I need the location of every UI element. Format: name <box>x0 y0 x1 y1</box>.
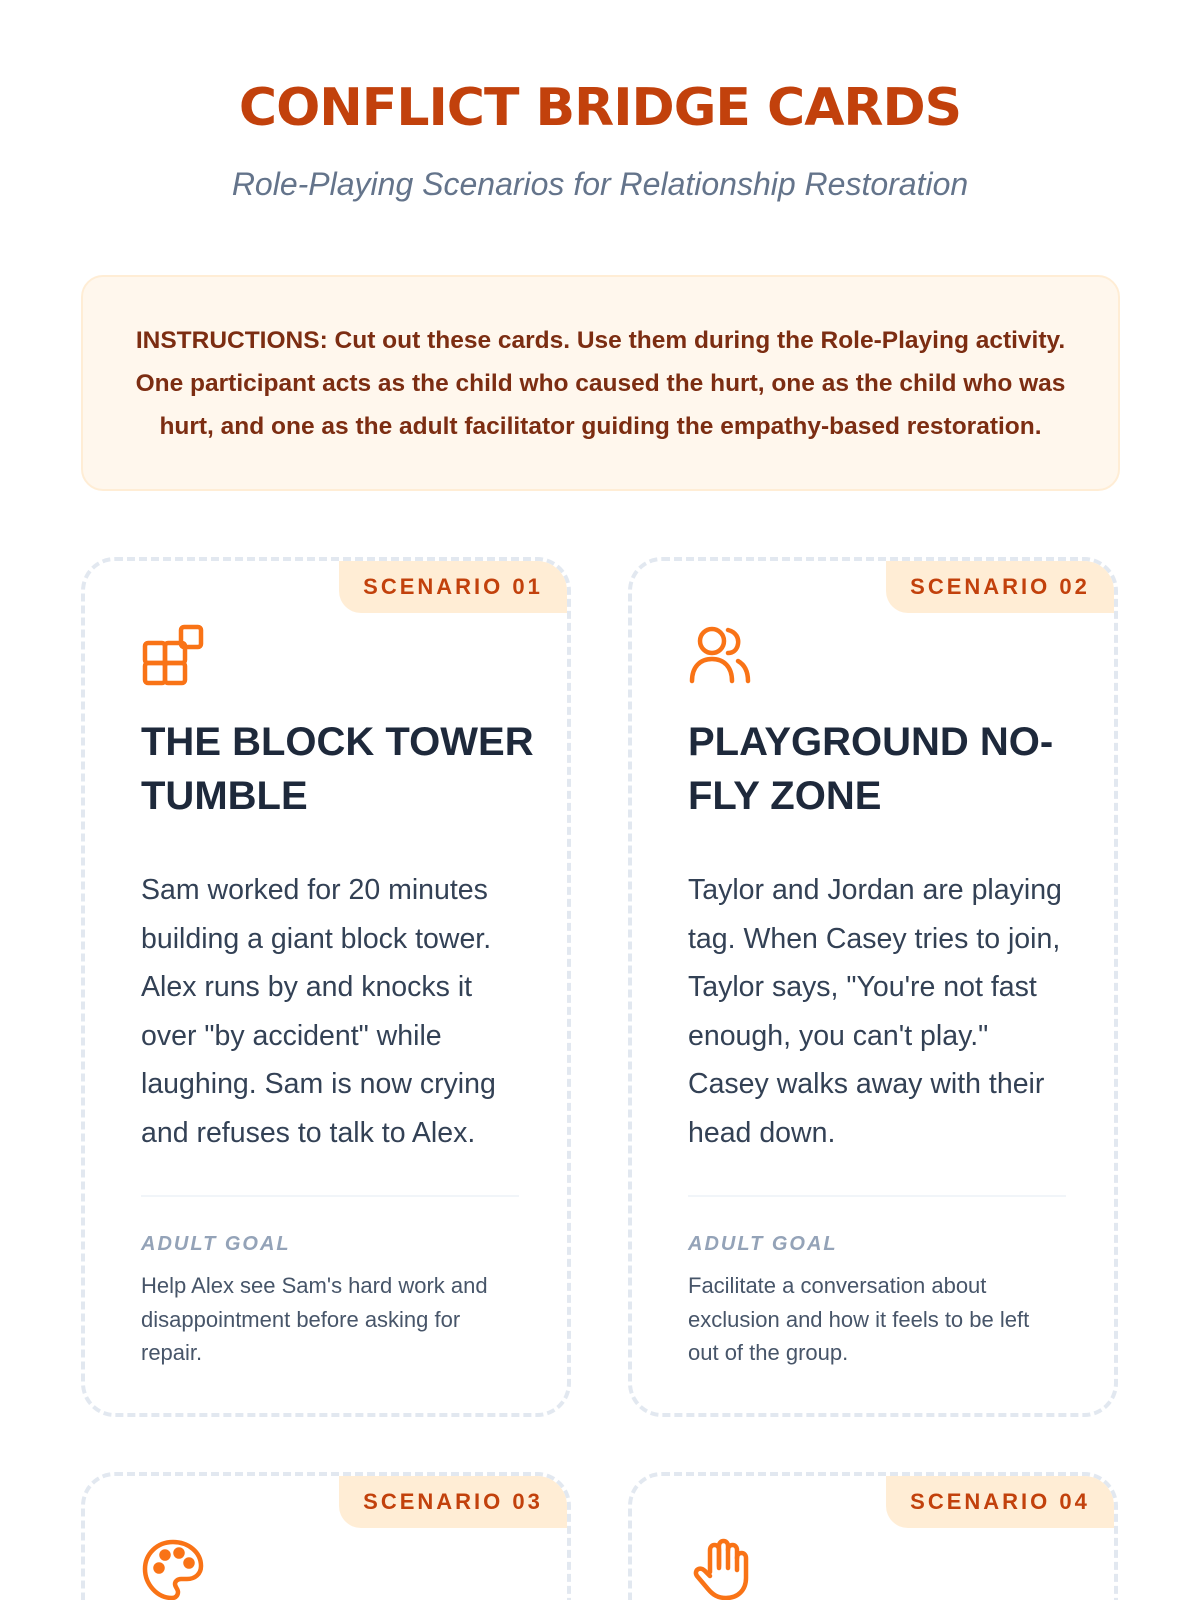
scenario-tag: SCENARIO 02 <box>886 561 1114 613</box>
card-title: THE BLOCK TOWER TUMBLE <box>141 720 534 818</box>
palette-icon <box>141 1538 205 1600</box>
instructions-text: INSTRUCTIONS: Cut out these cards. Use them during the Role-Playing activity. One participant acts as the child who caused the hurt, one as the child who was hurt, and one as the adult facilitator guiding the empathy-based restoration. <box>135 326 1066 440</box>
users-icon <box>688 623 752 687</box>
goal-text: Help Alex see Sam's hard work and disappointment before asking for repair. <box>141 1273 488 1365</box>
divider <box>141 1195 519 1197</box>
divider <box>688 1195 1066 1197</box>
scenario-card <box>628 557 1118 1417</box>
page-title: CONFLICT BRIDGE CARDS <box>238 78 962 138</box>
goal-label: ADULT GOAL <box>141 1233 291 1255</box>
scenario-tag: SCENARIO 04 <box>886 1476 1114 1528</box>
card-title: PLAYGROUND NO-FLY ZONE <box>688 720 1054 818</box>
scenario-card <box>81 1472 571 1600</box>
blocks-icon <box>141 623 205 687</box>
scenario-card <box>81 557 571 1417</box>
page-subtitle: Role-Playing Scenarios for Relationship Restoration <box>231 166 969 202</box>
goal-text: Facilitate a conversation about exclusion and how it feels to be left out of the group. <box>688 1273 1030 1365</box>
card-body: Sam worked for 20 minutes building a giant block tower. Alex runs by and knocks it over "by accident" while laughing. Sam is now crying and refuses to talk to Alex. <box>141 874 496 1149</box>
instructions-box <box>81 275 1120 491</box>
hand-icon <box>688 1538 752 1600</box>
card-body: Taylor and Jordan are playing tag. When Casey tries to join, Taylor says, "You're not fast enough, you can't play." Casey walks away with their head down. <box>688 874 1062 1149</box>
scenario-tag: SCENARIO 01 <box>339 561 567 613</box>
scenario-tag: SCENARIO 03 <box>339 1476 567 1528</box>
scenario-card <box>628 1472 1118 1600</box>
goal-label: ADULT GOAL <box>688 1233 838 1255</box>
